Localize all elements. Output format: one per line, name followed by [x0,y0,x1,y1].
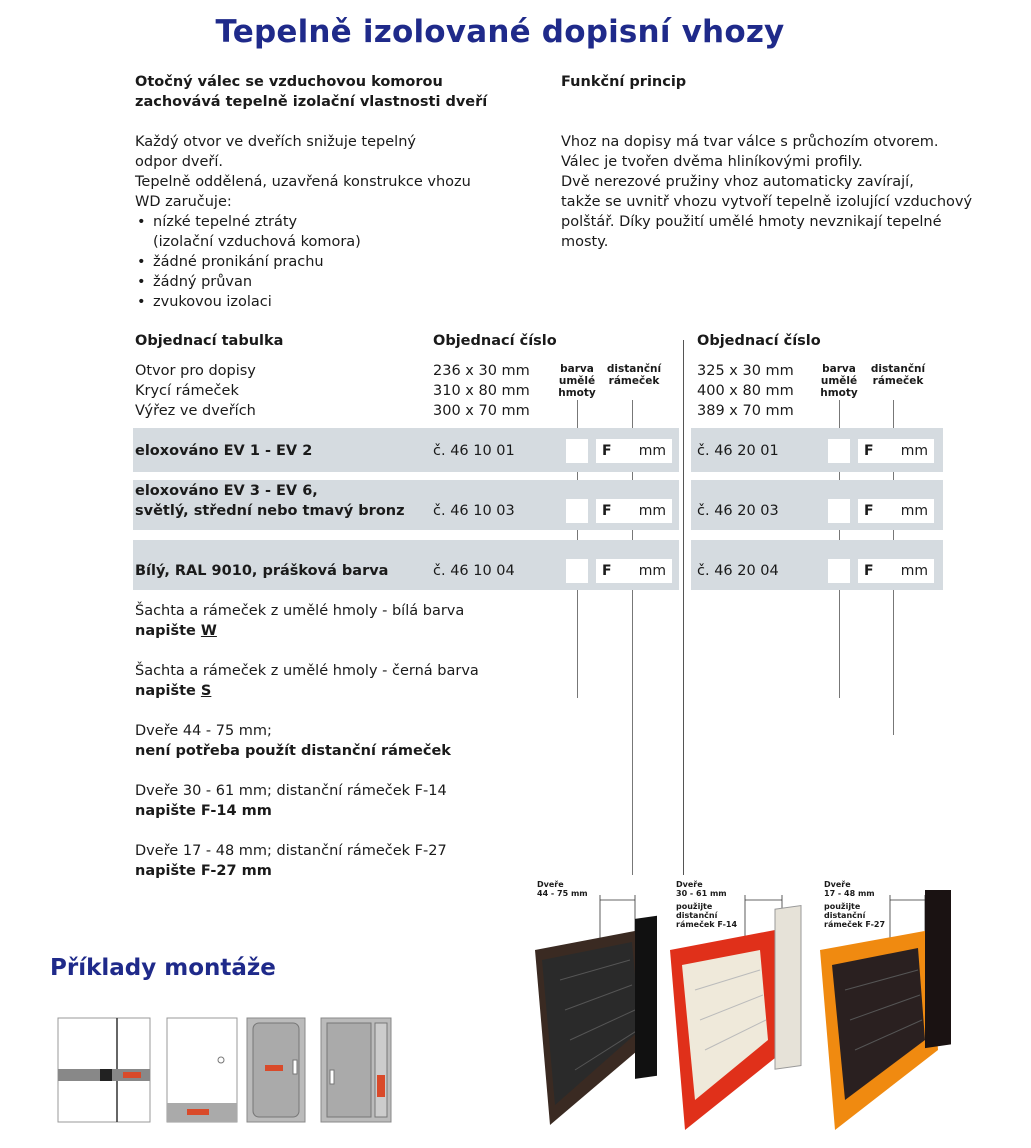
f-label: F [864,563,874,579]
mm-label: mm [900,563,928,579]
principle-line: Dvě nerezové pružiny vhoz automaticky zavírají, [561,174,914,190]
mm-label: mm [900,443,928,459]
principle-line: Válec je tvořen dvěma hliníkovými profily. [561,154,863,170]
spacer-entry-box[interactable] [596,439,672,463]
order-number: č. 46 20 04 [697,563,779,579]
color-entry-box[interactable] [828,499,850,523]
note-instruction: napište F-14 mm [135,803,272,819]
dims-value: 400 x 80 mm [697,383,794,399]
f-label: F [602,443,612,459]
intro-line: Tepelně oddělená, uzavřená konstrukce vhozu [135,174,471,190]
mm-label: mm [638,443,666,459]
spacer-entry-box[interactable] [858,499,934,523]
benefits-list [135,212,471,312]
intro-line: Každý otvor ve dveřích snižuje tepelný [135,134,416,150]
color-entry-box[interactable] [566,559,588,583]
page-title: Tepelně izolované dopisní vhozy [215,14,785,50]
principle-heading: Funkční princip [561,74,687,90]
bullet-note: (izolační vzduchová komora) [153,234,361,250]
column-divider [683,340,684,875]
order-number: č. 46 10 04 [433,563,515,579]
f-label: F [602,563,612,579]
spacer-entry-box[interactable] [596,499,672,523]
diagram-label-line: Dveře [537,880,564,889]
list-item: • zvukovou izolaci [135,292,471,312]
spacer-label-1 [604,363,664,387]
principle-line: takže se uvnitř vhozu vytvoří tepelně izolující vzduchový [561,194,973,210]
row-label [135,481,405,521]
color-entry-box[interactable] [828,559,850,583]
diagram-label-line: 44 - 75 mm [537,889,588,898]
mount-example-2 [167,1018,237,1122]
principle-text [561,132,972,252]
mm-label: mm [638,503,666,519]
diagram-label-line: Dveře [676,880,703,889]
note-instruction: není potřeba použít distanční rámeček [135,743,451,759]
note-code: S [200,683,212,699]
note-block [135,841,447,881]
row-label: eloxováno EV 1 - EV 2 [135,443,313,459]
order-heading-1: Objednací číslo [433,333,557,349]
intro-heading [135,72,487,112]
mm-label: mm [900,503,928,519]
f-label: F [864,443,874,459]
dims-value: 325 x 30 mm [697,363,794,379]
order-number: č. 46 10 01 [433,443,515,459]
note-line: Dveře 44 - 75 mm; [135,723,272,739]
product-illustrations [520,890,990,1145]
diagram-label-line: použijte [824,902,861,911]
f-label: F [602,503,612,519]
row-label-line: eloxováno EV 3 - EV 6, [135,483,318,499]
product-black [535,916,657,1125]
note-instruction: napište F-27 mm [135,863,272,879]
diagram-label-line: distanční [824,911,866,920]
intro-line: odpor dveří. [135,154,224,170]
dims-col2 [697,361,794,421]
intro-heading-line: Otočný válec se vzduchovou komorou [135,74,443,90]
color-label-line: umělé [820,375,858,387]
spacer-label-line: rámeček [608,375,660,387]
list-item: • nízké tepelné ztráty [135,212,471,232]
note-instruction: napište [135,683,201,699]
color-label-line: umělé [558,375,596,387]
spacer-label-2 [866,363,930,387]
table-heading: Objednací tabulka [135,333,284,349]
dims-value: 300 x 70 mm [433,403,530,419]
mount-example-3 [247,1018,305,1122]
note-block [135,721,451,761]
principle-line: mosty. [561,234,609,250]
spacer-entry-box[interactable] [858,559,934,583]
mm-label: mm [638,563,666,579]
principle-line: Vhoz na dopisy má tvar válce s průchozím otvorem. [561,134,939,150]
spacer-entry-box[interactable] [596,559,672,583]
diagram-label-line: rámeček F-14 [676,920,738,929]
dims-label: Výřez ve dveřích [135,403,256,419]
diagram-label-line: 30 - 61 mm [676,889,727,898]
dims-col1 [433,361,530,421]
mount-example-1 [58,1018,150,1122]
note-line: Dveře 17 - 48 mm; distanční rámeček F-27 [135,843,447,859]
spacer-label-line: distanční [870,363,926,375]
diagram-label-line: rámeček F-27 [824,920,886,929]
intro-paragraph [135,132,471,312]
list-item: • žádné pronikání prachu [135,252,471,272]
mounting-examples [55,1015,405,1125]
order-number: č. 46 10 03 [433,503,515,519]
dims-labels [135,361,256,421]
order-number: č. 46 20 03 [697,503,779,519]
principle-line: polštář. Díky použití umělé hmoty nevznikají tepelné [561,214,942,230]
section-title: Příklady montáže [50,955,276,981]
row-label-line: světlý, střední nebo tmavý bronz [135,503,405,519]
dims-value: 389 x 70 mm [697,403,794,419]
list-item: • žádný průvan [135,272,471,292]
diagram-label-line: použijte [676,902,713,911]
intro-heading-line: zachovává tepelně izolační vlastnosti dveří [135,94,488,110]
diagram-label-line: Dveře [824,880,851,889]
color-entry-box[interactable] [566,499,588,523]
spacer-entry-box[interactable] [858,439,934,463]
color-label-line: hmoty [820,387,858,399]
diagram-label-line: 17 - 48 mm [824,889,875,898]
mount-example-4 [321,1018,391,1122]
note-code: W [200,623,217,639]
note-block [135,781,447,821]
order-heading-2: Objednací číslo [697,333,821,349]
intro-line: WD zaručuje: [135,194,232,210]
color-label-2 [814,363,864,399]
dims-value: 236 x 30 mm [433,363,530,379]
note-instruction: napište [135,623,201,639]
f-label: F [864,503,874,519]
color-label-line: hmoty [558,387,596,399]
row-label: Bílý, RAL 9010, prášková barva [135,563,389,579]
product-red [670,906,801,1130]
color-label-line: barva [560,363,594,375]
note-line: Šachta a rámeček z umělé hmoly - černá barva [135,663,479,679]
note-line: Dveře 30 - 61 mm; distanční rámeček F-14 [135,783,447,799]
diagram-label-line: distanční [676,911,718,920]
dims-label: Otvor pro dopisy [135,363,256,379]
note-line: Šachta a rámeček z umělé hmoly - bílá barva [135,603,465,619]
order-number: č. 46 20 01 [697,443,779,459]
note-block [135,601,464,641]
spacer-label-line: rámeček [872,375,924,387]
dims-label: Krycí rámeček [135,383,239,399]
color-entry-box[interactable] [566,439,588,463]
color-label-line: barva [822,363,856,375]
note-block [135,661,479,701]
spacer-label-line: distanční [606,363,662,375]
color-label-1 [552,363,602,399]
dims-value: 310 x 80 mm [433,383,530,399]
product-orange [820,890,951,1130]
color-entry-box[interactable] [828,439,850,463]
list-item-note [135,232,471,252]
